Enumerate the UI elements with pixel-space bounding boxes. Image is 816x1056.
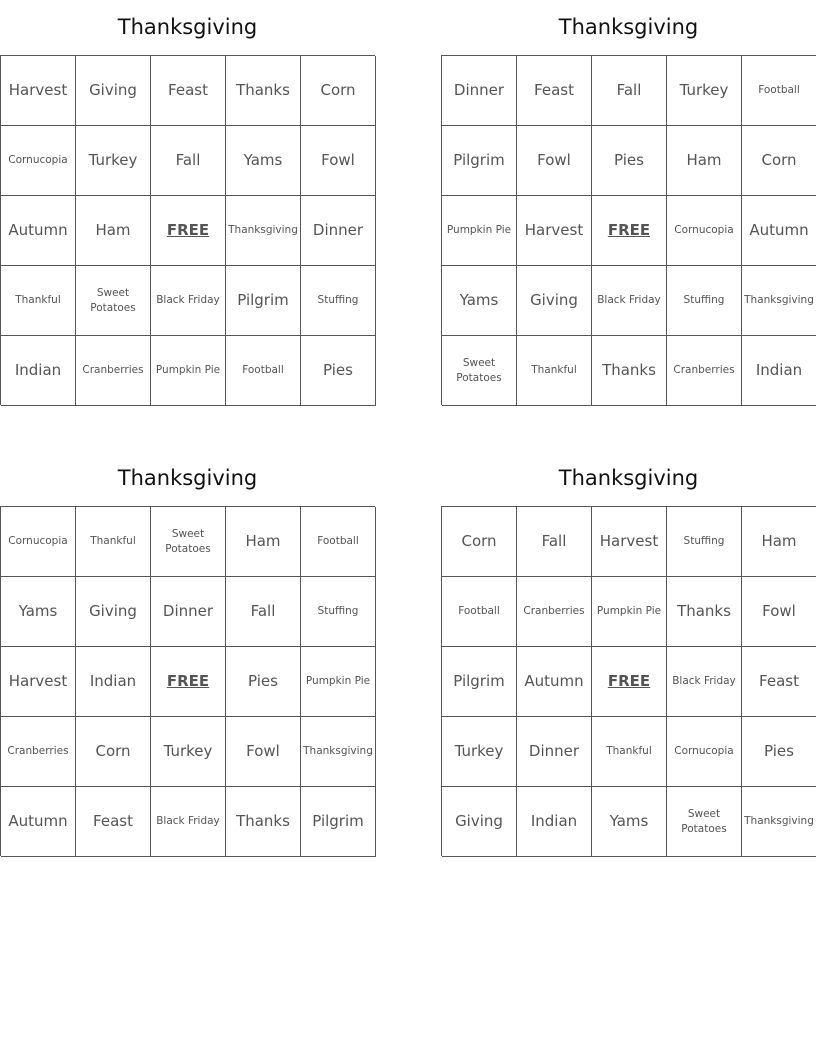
card-title: Thanksgiving — [117, 15, 258, 39]
bingo-cell: Yams — [1, 577, 76, 647]
bingo-cell: Harvest — [1, 647, 76, 717]
bingo-cell: Pilgrim — [442, 126, 517, 196]
bingo-cell: Giving — [76, 56, 151, 126]
bingo-cell: Cranberries — [517, 577, 592, 647]
bingo-cell: Sweet Potatoes — [667, 787, 742, 857]
bingo-cell: Dinner — [517, 717, 592, 787]
bingo-cell: Feast — [151, 56, 226, 126]
bingo-cell: Feast — [76, 787, 151, 857]
bingo-cell: Fowl — [742, 577, 816, 647]
bingo-cell: Pies — [592, 126, 667, 196]
bingo-cell: Sweet Potatoes — [151, 507, 226, 577]
bingo-cell: Cornucopia — [667, 717, 742, 787]
bingo-cell: Pies — [301, 336, 376, 406]
free-space-cell: FREE — [151, 196, 226, 266]
card-title: Thanksgiving — [558, 15, 699, 39]
bingo-cell: Black Friday — [667, 647, 742, 717]
bingo-cell: Corn — [442, 507, 517, 577]
card-title: Thanksgiving — [558, 466, 699, 490]
bingo-cell: Pies — [742, 717, 816, 787]
free-space-cell: FREE — [592, 647, 667, 717]
bingo-cell: Pilgrim — [442, 647, 517, 717]
bingo-cell: Harvest — [517, 196, 592, 266]
bingo-cell: Football — [301, 507, 376, 577]
bingo-card-2 — [441, 0, 816, 405]
bingo-cell: Turkey — [76, 126, 151, 196]
bingo-card-4 — [441, 451, 816, 856]
bingo-cell: Sweet Potatoes — [442, 336, 517, 406]
bingo-cell: Autumn — [742, 196, 816, 266]
bingo-cell: Thanks — [226, 787, 301, 857]
bingo-cell: Thanksgiving — [226, 196, 301, 266]
bingo-cell: Black Friday — [151, 266, 226, 336]
bingo-cell: Pilgrim — [301, 787, 376, 857]
bingo-grid — [0, 506, 375, 856]
bingo-cell: Indian — [517, 787, 592, 857]
bingo-cell: Indian — [76, 647, 151, 717]
bingo-cell: Pumpkin Pie — [592, 577, 667, 647]
bingo-cell: Football — [442, 577, 517, 647]
bingo-cell: Corn — [76, 717, 151, 787]
bingo-cell: Giving — [76, 577, 151, 647]
bingo-cell: Fall — [517, 507, 592, 577]
bingo-cell: Pumpkin Pie — [442, 196, 517, 266]
bingo-cell: Cranberries — [1, 717, 76, 787]
bingo-cell: Yams — [226, 126, 301, 196]
bingo-grid — [441, 506, 816, 856]
bingo-cell: Fall — [226, 577, 301, 647]
bingo-cell: Football — [742, 56, 816, 126]
bingo-cell: Thankful — [1, 266, 76, 336]
bingo-cell: Ham — [667, 126, 742, 196]
bingo-cell: Stuffing — [667, 507, 742, 577]
bingo-cell: Indian — [742, 336, 816, 406]
bingo-cell: Harvest — [592, 507, 667, 577]
bingo-cell: Yams — [592, 787, 667, 857]
bingo-cell: Pilgrim — [226, 266, 301, 336]
free-space-cell: FREE — [592, 196, 667, 266]
bingo-cell: Fall — [592, 56, 667, 126]
bingo-cell: Thanks — [226, 56, 301, 126]
bingo-cell: Fall — [151, 126, 226, 196]
bingo-cell: Dinner — [151, 577, 226, 647]
bingo-cell: Pumpkin Pie — [301, 647, 376, 717]
bingo-cell: Thanks — [667, 577, 742, 647]
bingo-cell: Fowl — [301, 126, 376, 196]
bingo-cell: Indian — [1, 336, 76, 406]
bingo-cell: Turkey — [151, 717, 226, 787]
bingo-cell: Turkey — [667, 56, 742, 126]
bingo-cell: Cranberries — [76, 336, 151, 406]
bingo-cell: Autumn — [1, 196, 76, 266]
bingo-cell: Black Friday — [151, 787, 226, 857]
bingo-cell: Cornucopia — [1, 507, 76, 577]
bingo-cell: Thankful — [592, 717, 667, 787]
bingo-cell: Giving — [517, 266, 592, 336]
bingo-cell: Black Friday — [592, 266, 667, 336]
bingo-grid — [0, 55, 375, 405]
bingo-cell: Yams — [442, 266, 517, 336]
bingo-cell: Pies — [226, 647, 301, 717]
bingo-cell: Feast — [517, 56, 592, 126]
bingo-grid — [441, 55, 816, 405]
bingo-cell: Stuffing — [667, 266, 742, 336]
bingo-cell: Corn — [301, 56, 376, 126]
bingo-cell: Thankful — [76, 507, 151, 577]
bingo-cell: Autumn — [1, 787, 76, 857]
bingo-cell: Turkey — [442, 717, 517, 787]
bingo-cell: Fowl — [517, 126, 592, 196]
bingo-cell: Autumn — [517, 647, 592, 717]
bingo-cell: Stuffing — [301, 577, 376, 647]
bingo-cell: Cornucopia — [1, 126, 76, 196]
bingo-cell: Cranberries — [667, 336, 742, 406]
bingo-cell: Corn — [742, 126, 816, 196]
bingo-cell: Feast — [742, 647, 816, 717]
bingo-cell: Ham — [742, 507, 816, 577]
bingo-cell: Dinner — [301, 196, 376, 266]
bingo-cell: Thanksgiving — [742, 266, 816, 336]
bingo-card-3 — [0, 451, 375, 856]
bingo-cell: Thanks — [592, 336, 667, 406]
bingo-cell: Thanksgiving — [301, 717, 376, 787]
bingo-cell: Thanksgiving — [742, 787, 816, 857]
bingo-card-1 — [0, 0, 375, 405]
bingo-cell: Ham — [226, 507, 301, 577]
bingo-cell: Sweet Potatoes — [76, 266, 151, 336]
bingo-cell: Dinner — [442, 56, 517, 126]
bingo-cell: Harvest — [1, 56, 76, 126]
bingo-cell: Ham — [76, 196, 151, 266]
free-space-cell: FREE — [151, 647, 226, 717]
bingo-cell: Thankful — [517, 336, 592, 406]
bingo-cell: Giving — [442, 787, 517, 857]
bingo-cell: Football — [226, 336, 301, 406]
bingo-cell: Cornucopia — [667, 196, 742, 266]
bingo-cell: Stuffing — [301, 266, 376, 336]
card-title: Thanksgiving — [117, 466, 258, 490]
bingo-cell: Fowl — [226, 717, 301, 787]
bingo-cell: Pumpkin Pie — [151, 336, 226, 406]
